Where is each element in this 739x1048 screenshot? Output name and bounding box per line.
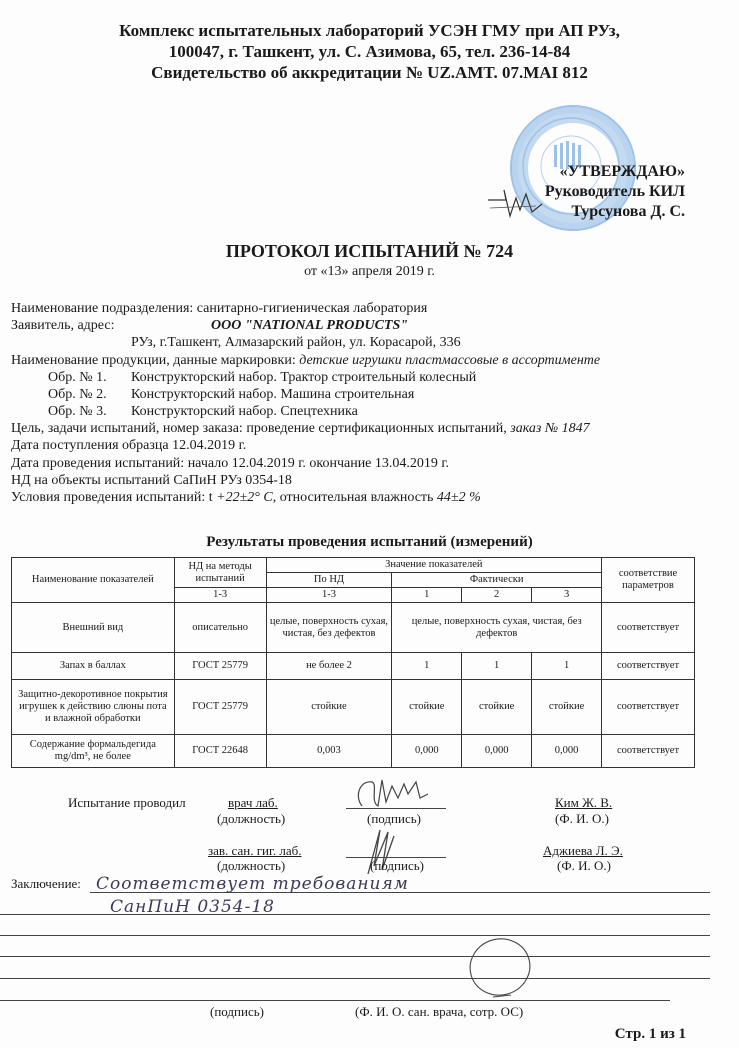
approval-signature-icon [486, 186, 546, 222]
header-sample-3: 3 [532, 588, 602, 603]
applicant-label: Заявитель, адрес: [11, 318, 115, 333]
sig2-sign-caption: (подпись) [370, 858, 424, 873]
header-nd-range: 1-3 [266, 588, 392, 603]
header-method-range: 1-3 [174, 588, 266, 603]
sig1-position: врач лаб. [228, 795, 278, 810]
sample-desc: Конструкторский набор. Трактор строительный колесный [131, 370, 477, 385]
cell-nd: не более 2 [266, 653, 392, 680]
nd-objects: НД на объекты испытаний СаПиН РУз 0354-18 [11, 473, 292, 488]
sample-num: Обр. № 1. [48, 370, 107, 385]
sample-num: Обр. № 2. [48, 387, 107, 402]
header-actual: Фактически [392, 573, 602, 588]
header-values: Значение показателей [266, 558, 601, 573]
cell-sample-3: 1 [532, 653, 602, 680]
cell-sample-2: 0,000 [462, 735, 532, 768]
applicant-address: РУз, г.Ташкент, Алмазарский район, ул. Корасарой, 336 [131, 335, 461, 350]
sample-3 [48, 403, 358, 420]
applicant-name: ООО "NATIONAL PRODUCTS" [211, 318, 409, 333]
table-row [12, 680, 695, 735]
cell-compliance: соответствует [602, 603, 695, 653]
received-date: Дата поступления образца 12.04.2019 г. [11, 438, 247, 453]
sample-num: Обр. № 3. [48, 404, 107, 419]
sig1-sign-caption: (подпись) [367, 811, 421, 826]
cell-compliance: соответствует [602, 653, 695, 680]
approval-name: Турсунова Д. С. [571, 203, 685, 220]
conclusion-rule-2 [0, 914, 710, 915]
table-row [12, 603, 695, 653]
conditions-label: Условия проведения испытаний: t [11, 490, 217, 505]
header-sample-2: 2 [462, 588, 532, 603]
order-number: заказ № 1847 [510, 421, 590, 436]
cell-sample-1: 0,000 [392, 735, 462, 768]
cell-sample-3: 0,000 [532, 735, 602, 768]
cell-sample-3: стойкие [532, 680, 602, 735]
purpose-value: проведение сертификационных испытаний, [246, 421, 507, 436]
conditions-temp: +22±2° С, [216, 490, 277, 505]
product-line [11, 352, 600, 369]
lab-address: 100047, г. Ташкент, ул. С. Азимова, 65, тел. 236-14-84 [168, 42, 571, 61]
cell-indicator: Запах в баллах [12, 653, 175, 680]
page-number: Стр. 1 из 1 [614, 1026, 686, 1042]
cell-nd: стойкие [266, 680, 392, 735]
cell-method: описательно [174, 603, 266, 653]
header-method: НД на методы испытаний [174, 558, 266, 588]
cell-actual: целые, поверхность сухая, чистая, без дефектов [392, 603, 602, 653]
cell-method: ГОСТ 25779 [174, 680, 266, 735]
sample-2 [48, 386, 414, 403]
sig1-name-caption: (Ф. И. О.) [555, 811, 609, 826]
protocol-date: от «13» апреля 2019 г. [304, 264, 435, 279]
conclusion-signature-icon [455, 935, 545, 1005]
sample-desc: Конструкторский набор. Спецтехника [131, 404, 358, 419]
results-table [11, 557, 695, 768]
cell-indicator: Защитно-декоротивное покрытия игрушек к действию слюны пота и влажной обработки [12, 680, 175, 735]
header-compliance: соответствие параметров [602, 558, 695, 603]
test-dates: Дата проведения испытаний: начало 12.04.2019 г. окончание 13.04.2019 г. [11, 456, 450, 471]
table-row [12, 735, 695, 768]
approval-label: «УТВЕРЖДАЮ» [559, 163, 685, 180]
department-line [11, 300, 427, 317]
sig1-name: Ким Ж. В. [555, 795, 613, 810]
conclusion-rule-3 [0, 935, 710, 936]
conditions-hum: 44±2 % [436, 490, 481, 505]
lab-name: Комплекс испытательных лабораторий УСЭН ГМУ при АП РУз, [119, 21, 620, 40]
cell-sample-1: 1 [392, 653, 462, 680]
product-label: Наименование продукции, данные маркировки: [11, 353, 296, 368]
conclusion-rule-5 [0, 978, 710, 979]
conditions-hum-label: относительная влажность [276, 490, 437, 505]
table-row [12, 653, 695, 680]
approval-position: Руководитель КИЛ [544, 183, 685, 200]
sig1-position-caption: (должность) [217, 811, 286, 826]
cell-indicator: Внешний вид [12, 603, 175, 653]
sig2-name: Аджиева Л. Э. [543, 843, 623, 858]
department-label: Наименование подразделения: [11, 301, 194, 316]
sample-1 [48, 369, 476, 386]
header-by-nd: По НД [266, 573, 392, 588]
protocol-title: ПРОТОКОЛ ИСПЫТАНИЙ № 724 [225, 241, 514, 261]
sample-desc: Конструкторский набор. Машина строительная [131, 387, 415, 402]
cell-nd: целые, поверхность сухая, чистая, без дефектов [266, 603, 392, 653]
header-indicator: Наименование показателей [12, 558, 175, 603]
cell-indicator: Содержание формальдегида mg/dm³, не более [12, 735, 175, 768]
conclusion-sign-caption: (подпись) [210, 1004, 264, 1019]
department-value: санитарно-гигиеническая лаборатория [196, 301, 428, 316]
cell-sample-1: стойкие [392, 680, 462, 735]
cell-sample-2: 1 [462, 653, 532, 680]
conclusion-handwritten-2: СанПиН 0354-18 [110, 897, 275, 917]
conclusion-name-caption: (Ф. И. О. сан. врача, сотр. ОС) [355, 1004, 524, 1019]
sig2-position-caption: (должность) [217, 858, 286, 873]
sig1-signature-icon [348, 776, 443, 810]
conducted-label: Испытание проводил [68, 795, 186, 810]
purpose-line [11, 420, 590, 437]
conclusion-label: Заключение: [11, 876, 81, 891]
header-sample-1: 1 [392, 588, 462, 603]
sig2-position: зав. сан. гиг. лаб. [208, 843, 302, 858]
product-value: детские игрушки пластмассовые в ассортименте [299, 353, 601, 368]
approval-block [545, 162, 685, 222]
results-title: Результаты проведения испытаний (измерений) [206, 534, 533, 550]
conclusion-rule-6 [0, 1000, 670, 1001]
cell-nd: 0,003 [266, 735, 392, 768]
cell-compliance: соответствует [602, 735, 695, 768]
conclusion-handwritten-1: Соответствует требованиям [96, 874, 409, 894]
conditions-line [11, 489, 481, 506]
accreditation: Свидетельство об аккредитации № UZ.AMT. 07.MAI 812 [151, 63, 588, 82]
conclusion-rule-4 [0, 956, 710, 957]
cell-method: ГОСТ 22648 [174, 735, 266, 768]
cell-compliance: соответствует [602, 680, 695, 735]
purpose-label: Цель, задачи испытаний, номер заказа: [11, 421, 243, 436]
cell-sample-2: стойкие [462, 680, 532, 735]
sig2-name-caption: (Ф. И. О.) [557, 858, 611, 873]
cell-method: ГОСТ 25779 [174, 653, 266, 680]
applicant-line [11, 317, 409, 334]
